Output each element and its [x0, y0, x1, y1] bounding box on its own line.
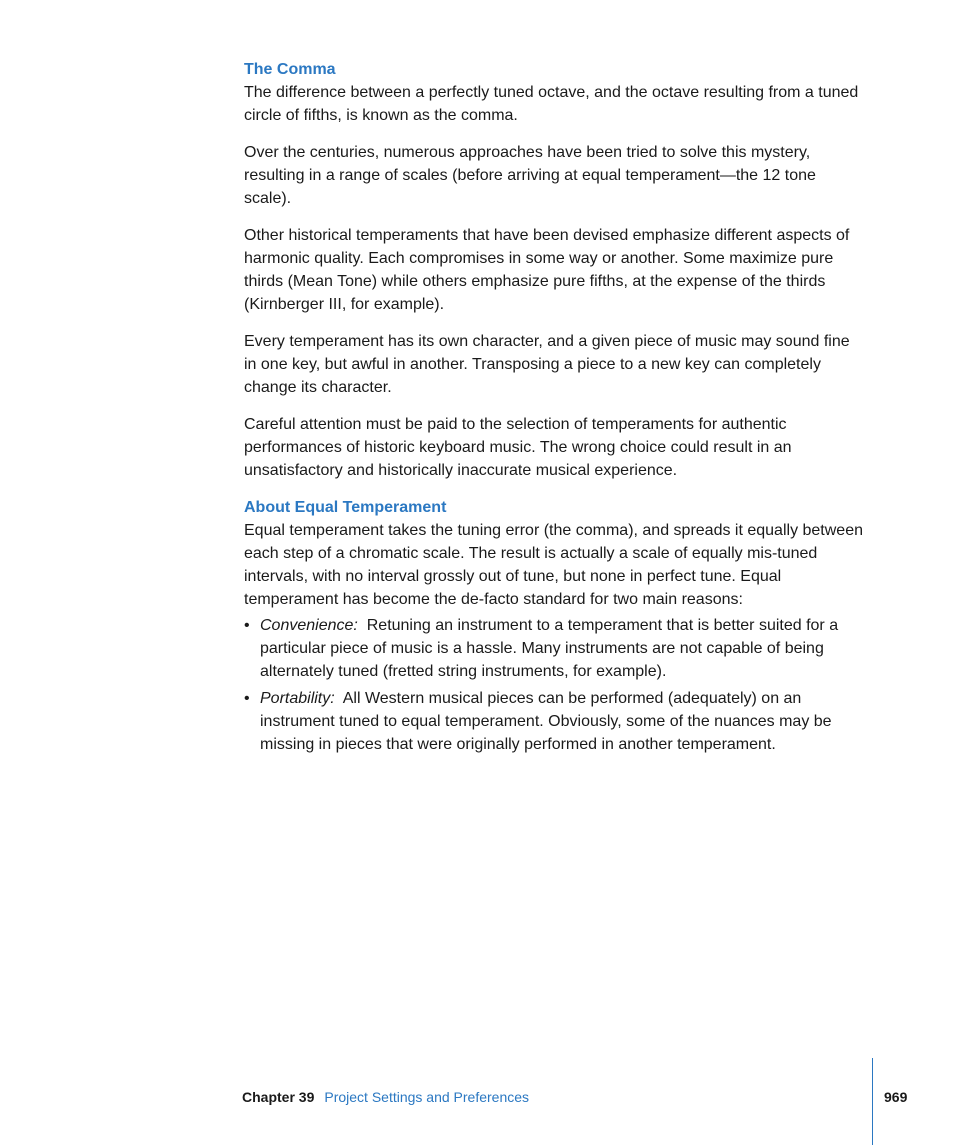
list-item: [244, 687, 864, 756]
paragraph: Over the centuries, numerous approaches have been tried to solve this mystery, resulting in a range of scales (before arriving at equal temperament—the 12 tone scale).: [244, 144, 816, 207]
footer-divider: [872, 1058, 873, 1145]
paragraph: Every temperament has its own character, and a given piece of music may sound fine in one key, but awful in another. Transposing a piece to a new key can completely change its character.: [244, 333, 850, 396]
footer-chapter-title: Project Settings and Preferences: [324, 1089, 530, 1105]
list-item: [244, 614, 864, 683]
footer-chapter: Chapter 39: [242, 1089, 315, 1105]
page-footer: [242, 1088, 529, 1106]
paragraph: Equal temperament takes the tuning error (the comma), and spreads it equally between each step of a chromatic scale. The result is actually a scale of equally mis-tuned intervals, with no interval grossly out of tune, but none in perfect tune. Equal temperament has become the de-facto standard for two main reasons:: [244, 522, 863, 608]
bullet-text: All Western musical pieces can be performed (adequately) on an instrument tuned to equal temperament. Obviously, some of the nuances may be missing in pieces that were originally performed in another temperament.: [260, 690, 832, 753]
bullet-list: [244, 614, 864, 756]
section-heading-the-comma: The Comma: [244, 61, 336, 78]
bullet-text: Retuning an instrument to a temperament that is better suited for a particular piece of music is a hassle. Many instruments are not capable of being alternately tuned (fretted string instruments, for example).: [260, 617, 839, 680]
bullet-term: Convenience:: [260, 617, 358, 634]
section-heading-about-equal-temperament: About Equal Temperament: [244, 499, 447, 516]
bullet-marker: •: [244, 617, 250, 634]
paragraph: Other historical temperaments that have been devised emphasize different aspects of harmonic quality. Each compromises in some way or another. Some maximize pure thirds (Mean Tone) while others emphasize pure fifths, at the expense of the thirds (Kirnberger III, for example).: [244, 227, 850, 313]
paragraph: The difference between a perfectly tuned octave, and the octave resulting from a tuned circle of fifths, is known as the comma.: [244, 84, 859, 124]
bullet-marker: •: [244, 690, 250, 707]
page-content: [244, 58, 864, 760]
page-number: 969: [884, 1089, 908, 1105]
paragraph: Careful attention must be paid to the selection of temperaments for authentic performances of historic keyboard music. The wrong choice could result in an unsatisfactory and historically inaccurate musical experience.: [244, 416, 792, 479]
bullet-term: Portability:: [260, 690, 335, 707]
